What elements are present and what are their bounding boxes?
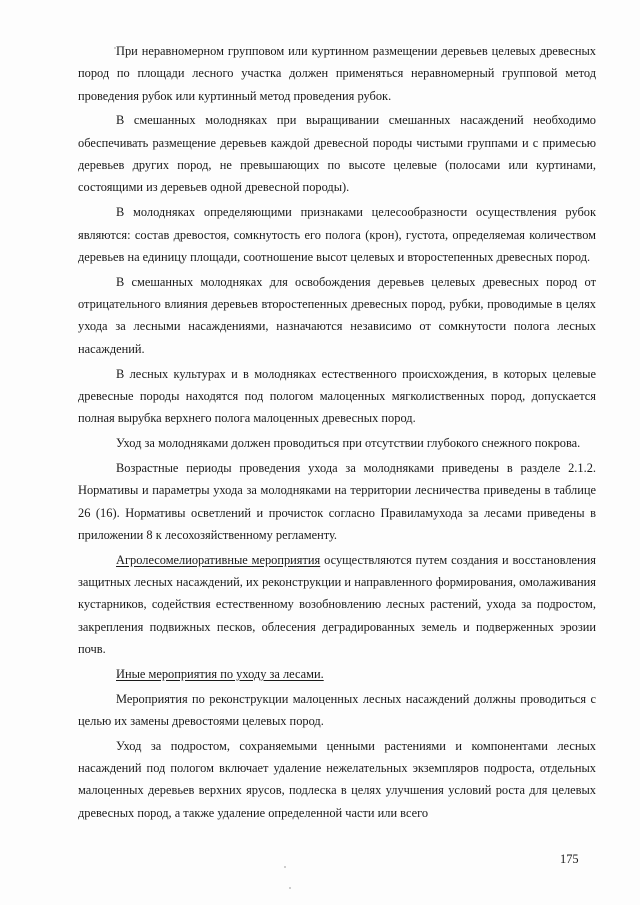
paragraph-3: [78, 201, 596, 268]
paragraph-5-text: В лесных культурах и в молодняках естественного происхождения, в которых целевые древесные породы находятся под пологом малоценных мягколиственных пород, допускается полная вырубка верхнего полога малоценных древесных пород.: [78, 366, 596, 426]
page-number: 175: [560, 852, 579, 866]
paragraph-4-text: В смешанных молодняках для освобождения деревьев целевых древесных пород от отрицательного влияния деревьев второстепенных древесных пород, рубки, проводимые в целях ухода за лесными насаждениями, назначаются независимо от сомкнутости полога лесных насаждений.: [78, 274, 596, 356]
scan-speck: [289, 887, 291, 889]
agroforestry-measures-heading: Агролесомелиоративные мероприятия: [116, 552, 321, 567]
paragraph-4: [78, 271, 596, 360]
scan-speck: [114, 47, 116, 49]
paragraph-9: [78, 663, 596, 685]
other-care-measures-heading: Иные мероприятия по уходу за лесами.: [116, 666, 324, 681]
paragraph-11-text: Уход за подростом, сохраняемыми ценными растениями и компонентами лесных насаждений под пологом включает удаление нежелательных экземпляров подроста, отдельных малоценных деревьев верхних ярусов, подлеска в целях улучшения условий роста для целевых древесных пород, а также удаление определенной части или всего: [78, 738, 596, 820]
paragraph-2-text: В смешанных молодняках при выращивании смешанных насаждений необходимо обеспечивать размещение деревьев каждой древесной породы чистыми группами и с примесью деревьев других пород, не превышающих по высоте целевые (полосами или куртинами, состоящими из деревьев одной древесной породы).: [78, 113, 596, 195]
paragraph-6-text: Уход за молодняками должен проводиться при отсутствии глубокого снежного покрова.: [116, 436, 581, 451]
paragraph-8-text: осуществляются путем создания и восстановления защитных лесных насаждений, их реконструкции и направленного формирования, омолаживания кустарников, содействия естественному возобновлению лесных растений, ухода за подростом, закрепления подвижных песков, облесения деградированных земель и подверженных эрозии почв.: [78, 552, 597, 656]
paragraph-10: [78, 688, 596, 733]
paragraph-3-text: В молодняках определяющими признаками целесообразности осуществления рубок являются: состав древостоя, сомкнутость его полога (крон), густота, определяемая количеством деревьев на единицу площади, соотношение высот целевых и второстепенных древесных пород.: [78, 205, 596, 264]
paragraph-6: [78, 432, 596, 454]
scan-speck: [284, 866, 286, 868]
paragraph-11: [78, 735, 596, 824]
paragraph-5: [78, 363, 596, 430]
document-body: [78, 40, 596, 827]
paragraph-1: [78, 40, 596, 107]
paragraph-7: [78, 457, 596, 546]
paragraph-2: [78, 109, 596, 198]
paragraph-1-text: При неравномерном групповом или куртинном размещении деревьев целевых древесных пород по площади лесного участка должен применяться неравномерный групповой метод проведения рубок или куртинный метод проведения рубок.: [78, 44, 596, 103]
paragraph-8: [78, 549, 596, 660]
paragraph-7-text: Возрастные периоды проведения ухода за молодняками приведены в разделе 2.1.2. Нормативы и параметры ухода за молодняками на территории лесничества приведены в таблице 26 (16). Нормативы осветлений и прочисток согласно Правиламухода за лесами приведены в приложении 8 к лесохозяйственному регламенту.: [78, 460, 596, 542]
paragraph-10-text: Мероприятия по реконструкции малоценных лесных насаждений должны проводиться с целью их замены древостоями целевых пород.: [78, 691, 596, 728]
